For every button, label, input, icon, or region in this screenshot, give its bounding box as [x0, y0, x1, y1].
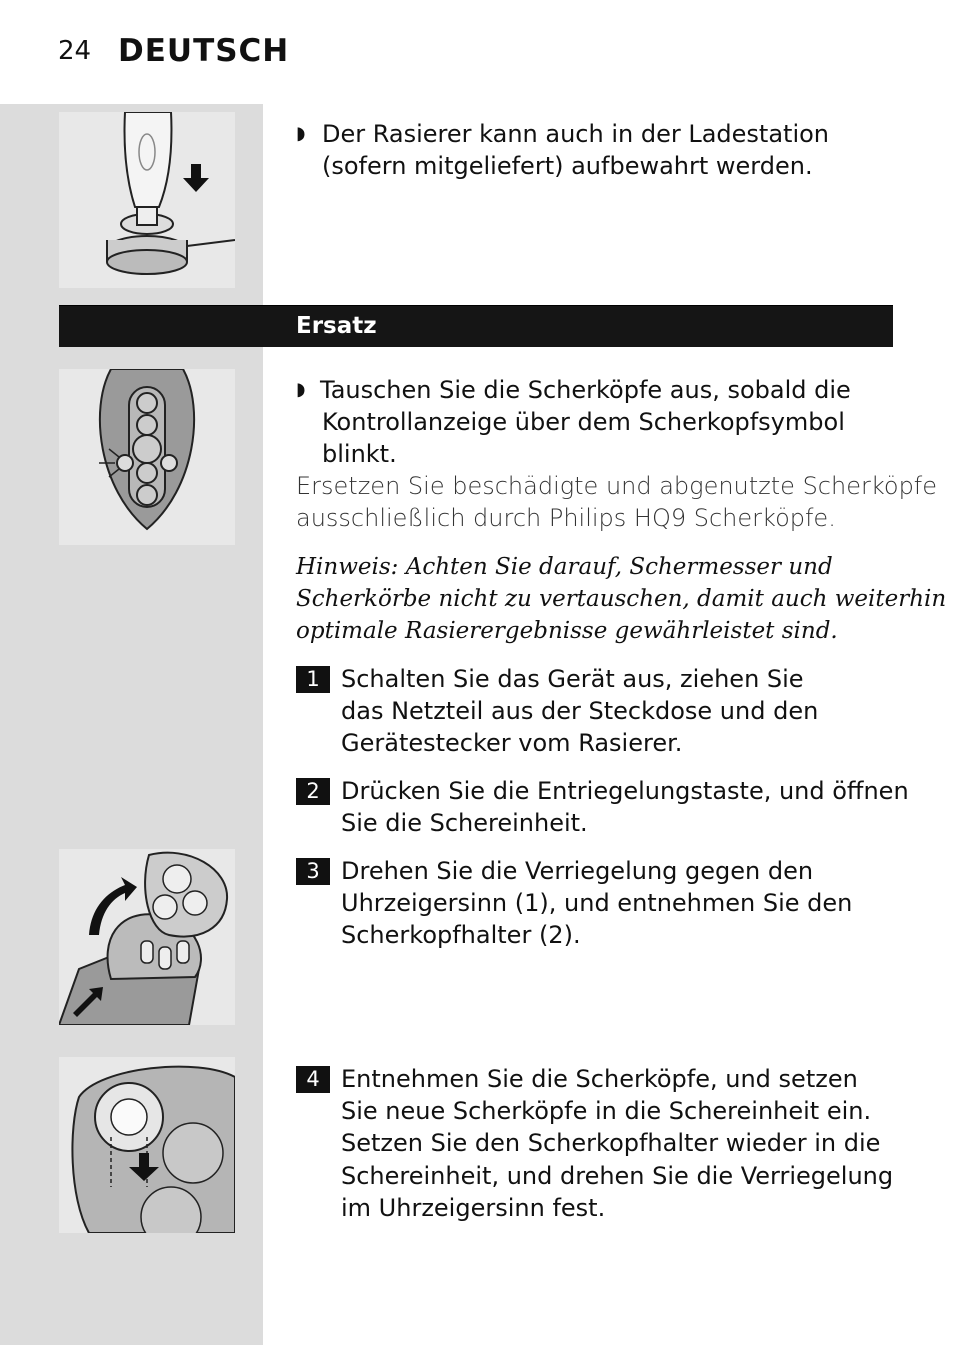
open-shaving-unit-icon: [59, 849, 235, 1025]
replace-line-1: Ersetzen Sie beschädigte und abgenutzte Scherköpfe: [296, 472, 938, 500]
section-bullet-line-1: Tauschen Sie die Scherköpfe aus, sobald die: [320, 376, 851, 404]
step-4-line-5: im Uhrzeigersinn fest.: [341, 1194, 606, 1222]
note-line-3: optimale Rasierergebnisse gewährleistet sind.: [296, 618, 838, 644]
step-2-line-1: Drücken Sie die Entriegelungstaste, und öffnen: [341, 777, 909, 805]
step-number-4: 4: [296, 1066, 330, 1093]
intro-line-1: Der Rasierer kann auch in der Ladestation: [322, 120, 829, 148]
figure-head-holder: [59, 1057, 235, 1233]
step-1-line-3: Gerätestecker vom Rasierer.: [341, 729, 683, 757]
step-3-line-1: Drehen Sie die Verriegelung gegen den: [341, 857, 814, 885]
step-1-line-1: Schalten Sie das Gerät aus, ziehen Sie: [341, 665, 804, 693]
shaving-head-holder-icon: [59, 1057, 235, 1233]
step-4-line-3: Setzen Sie den Scherkopfhalter wieder in die: [341, 1129, 881, 1157]
step-number-1: 1: [296, 666, 330, 693]
step-1-line-2: das Netzteil aus der Steckdose und den: [341, 697, 819, 725]
section-bullet-line-3: blinkt.: [322, 440, 397, 468]
page-number: 24: [58, 36, 92, 66]
note-line-2: Scherkörbe nicht zu vertauschen, damit auch weiterhin: [296, 586, 947, 612]
section-bullet-line-2: Kontrollanzeige über dem Scherkopfsymbol: [322, 408, 845, 436]
section-heading-bar: [59, 305, 893, 347]
intro-line-2: (sofern mitgeliefert) aufbewahrt werden.: [322, 152, 813, 180]
shaver-in-charging-stand-icon: [59, 112, 235, 288]
section-title: Ersatz: [296, 313, 377, 339]
triangle-bullet-icon: ◗: [296, 379, 306, 400]
triangle-bullet-icon: ◗: [296, 123, 306, 144]
step-4-line-1: Entnehmen Sie die Scherköpfe, und setzen: [341, 1065, 858, 1093]
step-4-line-4: Schereinheit, und drehen Sie die Verriegelung: [341, 1162, 894, 1190]
step-2-line-2: Sie die Schereinheit.: [341, 809, 588, 837]
step-number-3: 3: [296, 858, 330, 885]
step-number-2: 2: [296, 778, 330, 805]
step-3-line-2: Uhrzeigersinn (1), und entnehmen Sie den: [341, 889, 853, 917]
language-heading: DEUTSCH: [118, 33, 290, 69]
figure-open-unit: [59, 849, 235, 1025]
step-3-line-3: Scherkopfhalter (2).: [341, 921, 581, 949]
figure-indicator: [59, 369, 235, 545]
figure-charging-stand: [59, 112, 235, 288]
replace-line-2: ausschließlich durch Philips HQ9 Scherköpfe.: [296, 504, 836, 532]
shaver-with-indicator-icon: [59, 369, 235, 545]
step-4-line-2: Sie neue Scherköpfe in die Schereinheit ein.: [341, 1097, 872, 1125]
note-line-1: Hinweis: Achten Sie darauf, Schermesser und: [296, 554, 833, 580]
